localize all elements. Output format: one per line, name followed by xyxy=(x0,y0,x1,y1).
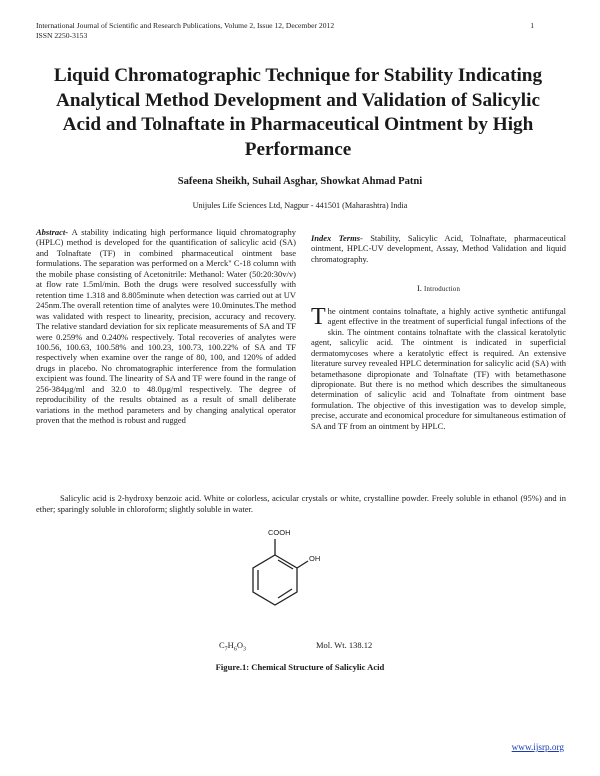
journal-header: International Journal of Scientific and Research Publications, Volume 2, Issue 12, December 2012 xyxy=(36,21,335,30)
journal-url-link[interactable]: www.ijsrp.org xyxy=(511,742,564,752)
salicylic-acid-structure xyxy=(240,526,350,626)
drop-cap: T xyxy=(311,303,326,330)
cooh-label: COOH xyxy=(268,528,291,537)
issn: ISSN 2250-3153 xyxy=(36,31,88,40)
oh-label: OH xyxy=(309,554,321,563)
index-terms-label: Index Terms xyxy=(311,233,361,243)
intro-paragraph xyxy=(311,303,566,431)
right-column xyxy=(311,233,566,431)
affiliation: Unijules Life Sciences Ltd, Nagpur - 441501 (Maharashtra) India xyxy=(192,201,408,210)
intro-text: he ointment contains tolnaftate, a highly active synthetic antifungal agent effective in the treatment of superficial fungal infections of the skin. The ointment contains tolnaftate with the classical keratolytic agent, salicylic acid. The ointment is indicated in superficial dermatomycoses where a keratolytic effect is required. An extensive literature survey revealed HPLC determination for salicylic acid (SA) with betamethasone dipropionate and Tolnaftate (TF) with betamethasone dipropionate. But there is no method which describes the simultaneous determination of salicylic acid and Tolnaftate from ointment base formulation. The objective of this investigation was to develop simple, precise, accurate and economical procedure for simultaneous estimation of SA and TF from an ointment by HPLC. xyxy=(311,305,566,431)
abstract-label: Abstract- xyxy=(36,227,69,237)
benzene-ring xyxy=(253,539,308,605)
running-header xyxy=(36,21,334,41)
section-heading xyxy=(311,283,566,295)
abstract xyxy=(36,227,296,426)
index-terms-text: - Stability, Salicylic Acid, Tolnaftate, pharmaceutical ointment, HPLC-UV development, Assay, Method Validation and liquid chromatography. xyxy=(311,233,566,264)
molecular-formula: $C_7H_6O_3$ xyxy=(219,640,246,653)
salicylic-paragraph: Salicylic acid is 2-hydroxy benzoic acid. White or colorless, acicular crystals or white, crystalline powder. Freely soluble in ethanol (95%) and in ether; sparingly soluble in chloroform; slightly soluble in water. xyxy=(36,493,566,514)
oh-bond xyxy=(297,561,308,568)
page-number: 1 xyxy=(530,21,534,30)
abstract-text: A stability indicating high performance liquid chromatography (HPLC) method is developed for the quantification of salicylic acid (SA) and Tolnaftate (TF) in combined pharmaceutical ointment base formulations. The separation was performed on a Merck" C-18 column with the mobile phase consisting of Acetonitrile: Methanol: Water (50:20:30v/v) at flow rate 1.5ml/min. Both the drugs were resolved successfully with retention time 1.318 and 8.805minute when detection was carried out at UV 245nm.The overall retention time of analytes were 10.0minutes.The method was validated with respect to linearity, precision, accuracy and recovery. The relative standard deviation for six replicate measurements of SA and TF were 0.259% and 0.240% respectively. Total recoveries of analytes were 100.56, 100.63, 100.58% and 100.23, 100.73, 100.22% of SA and TF respectively when examine over the range of 80, 100, and 120% of added drugs in placebo. No chromatographic interference from the formulation excipient was found. The linearity of SA and TF were found in the range of 256-384µg/ml and 32.0 to 48.0µg/ml respectively. The degree of reproducibility of the results obtained as a result of small deliberate variations in the method parameters and by changing analytical operator proven that the method is robust and rugged xyxy=(36,227,296,426)
authors: Safeena Sheikh, Suhail Asghar, Showkat Ahmad Patni xyxy=(177,176,423,187)
section-number: I. xyxy=(416,283,422,294)
section-title: Introduction xyxy=(424,286,461,294)
paper-title: Liquid Chromatographic Technique for Stability Indicating Analytical Method Development and Validation of Salicylic Acid and Tolnaftate in Pharmaceutical Ointment by High Performance xyxy=(53,65,543,160)
figure-caption: Figure.1: Chemical Structure of Salicylic Acid xyxy=(215,662,385,672)
molecular-weight: Mol. Wt. 138.12 xyxy=(316,640,373,650)
index-terms xyxy=(311,233,566,264)
